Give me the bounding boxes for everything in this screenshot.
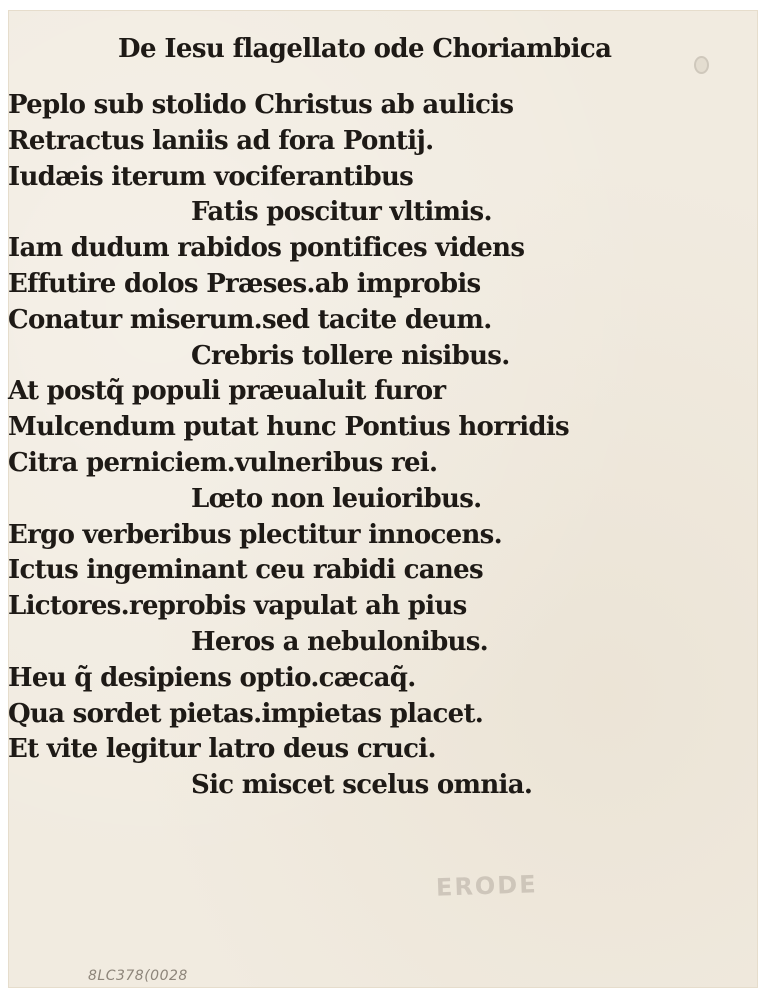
poem-line: Peplo sub stolido Christus ab aulicis xyxy=(8,90,514,120)
poem-line: Heros a nebulonibus. xyxy=(191,626,489,657)
poem-line: Retractus laniis ad fora Pontij. xyxy=(8,125,434,156)
poem-title: De Iesu flagellato ode Choriambica xyxy=(118,34,612,64)
poem-line: Et vite legitur latro deus cruci. xyxy=(8,734,436,765)
poem-line: Ictus ingeminant ceu rabidi canes xyxy=(8,555,483,586)
faded-stamp: ERODE xyxy=(435,870,539,902)
poem-line: Ergo verberibus plectitur innocens. xyxy=(8,519,502,550)
poem-line: Iam dudum rabidos pontifices videns xyxy=(8,233,525,264)
poem-body xyxy=(8,88,758,804)
poem-line: Citra perniciem.vulneribus rei. xyxy=(8,447,438,478)
poem-line: Lictores.reprobis vapulat ah pius xyxy=(8,591,467,622)
accession-number: 8LC378(0028 xyxy=(88,968,188,984)
poem-line: Mulcendum putat hunc Pontius horridis xyxy=(8,412,569,443)
poem-line: Effutire dolos Præses.ab improbis xyxy=(8,268,481,299)
poem-line: Conatur miserum.sed tacite deum. xyxy=(8,304,492,335)
poem-line: Fatis poscitur vltimis. xyxy=(191,197,492,228)
poem-line: At postq̃ populi præualuit furor xyxy=(8,376,446,407)
poem-line: Crebris tollere nisibus. xyxy=(191,340,510,371)
paper-hole-mark xyxy=(694,56,709,74)
poem-line: Sic miscet scelus omnia. xyxy=(191,770,533,801)
poem-line: Qua sordet pietas.impietas placet. xyxy=(8,698,484,729)
poem-line: Lœto non leuioribus. xyxy=(191,483,482,514)
printed-leaf xyxy=(8,10,758,988)
poem-line: Iudæis iterum vociferantibus xyxy=(8,161,414,192)
poem-line: Heu q̃ desipiens optio.cæcaq̃. xyxy=(8,662,416,693)
